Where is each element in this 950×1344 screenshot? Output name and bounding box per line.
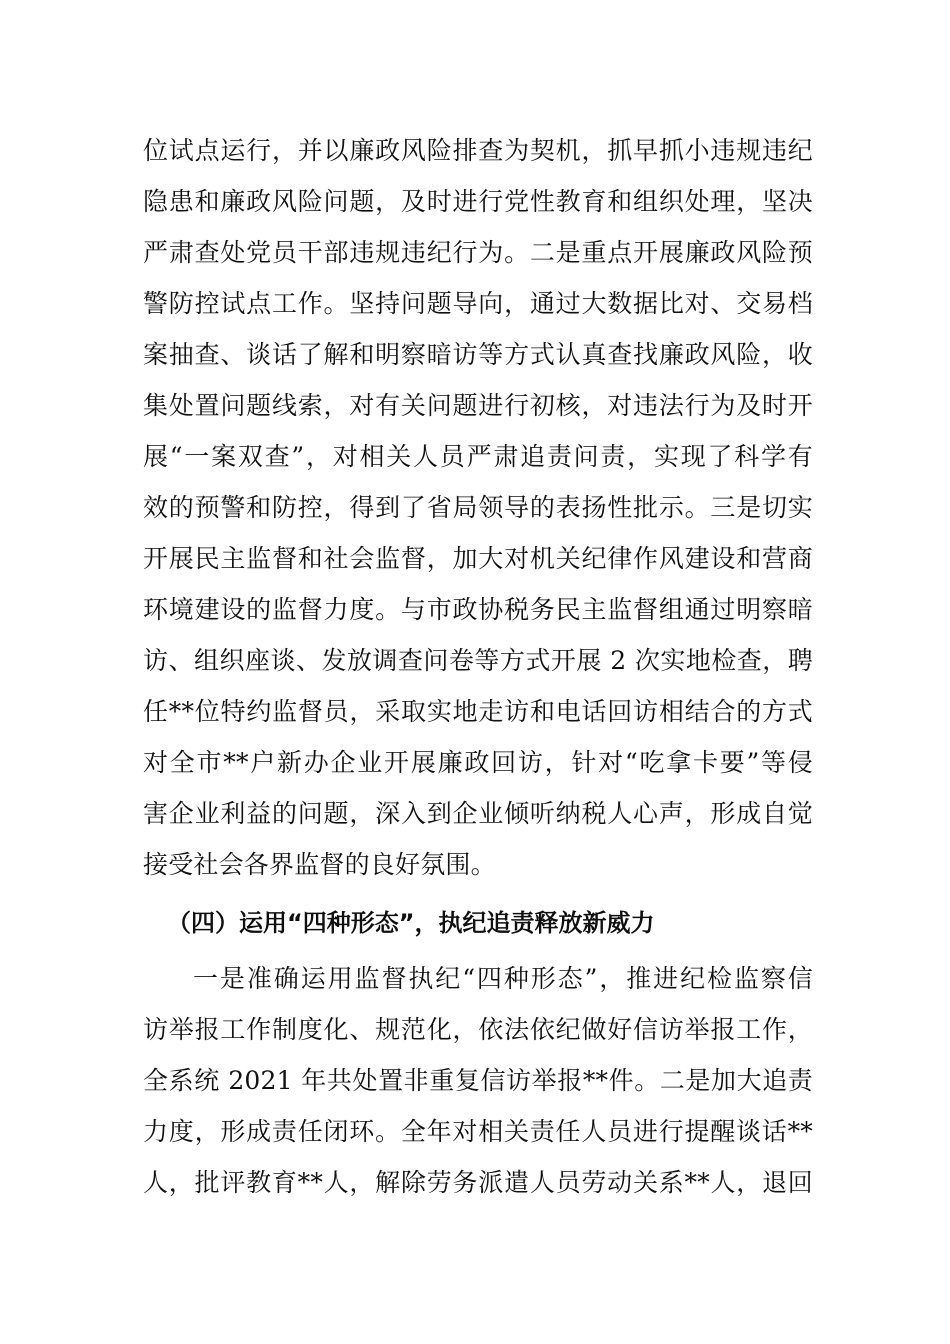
text-line: 展“一案双查”，对相关人员严肃追责问责，实现了科学有 <box>143 442 813 471</box>
text-line: 任**位特约监督员，采取实地走访和电话回访相结合的方式 <box>143 697 813 726</box>
text-line: 一是准确运用监督执纪“四种形态”，推进纪检监察信 <box>193 964 813 993</box>
text-line: 人，批评教育**人，解除劳务派遣人员劳动关系**人，退回 <box>143 1168 813 1197</box>
document-body <box>143 125 813 1208</box>
text-line: 位试点运行，并以廉政风险排查为契机，抓早抓小违规违纪 <box>143 136 813 165</box>
text-line: 接受社会各界监督的良好氛围。 <box>143 850 496 879</box>
text-line: 访、组织座谈、发放调查问卷等方式开展 2 次实地检查，聘 <box>143 646 813 675</box>
text-line: 警防控试点工作。坚持问题导向，通过大数据比对、交易档 <box>143 289 813 318</box>
text-line: 严肃查处党员干部违规违纪行为。二是重点开展廉政风险预 <box>143 238 813 267</box>
text-line: 开展民主监督和社会监督，加大对机关纪律作风建设和营商 <box>143 544 813 573</box>
text-line: 集处置问题线索，对有关问题进行初核，对违法行为及时开 <box>143 391 813 420</box>
text-line: 力度，形成责任闭环。全年对相关责任人员进行提醒谈话** <box>143 1117 813 1146</box>
section-heading: （四）运用“四种形态”，执纪追责释放新威力 <box>167 909 655 937</box>
text-line: 访举报工作制度化、规范化，依法依纪做好信访举报工作， <box>143 1015 813 1044</box>
paragraph-1 <box>143 125 813 890</box>
text-line: 害企业利益的问题，深入到企业倾听纳税人心声，形成自觉 <box>143 799 813 828</box>
text-line: 隐患和廉政风险问题，及时进行党性教育和组织处理，坚决 <box>143 187 813 216</box>
text-line: 全系统 2021 年共处置非重复信访举报**件。二是加大追责 <box>143 1066 813 1095</box>
text-line: 环境建设的监督力度。与市政协税务民主监督组通过明察暗 <box>143 595 813 624</box>
text-line: 案抽查、谈话了解和明察暗访等方式认真查找廉政风险，收 <box>143 340 813 369</box>
text-line: 效的预警和防控，得到了省局领导的表扬性批示。三是切实 <box>143 493 813 522</box>
paragraph-2 <box>143 953 813 1208</box>
text-line: 对全市**户新办企业开展廉政回访，针对“吃拿卡要”等侵 <box>143 748 813 777</box>
